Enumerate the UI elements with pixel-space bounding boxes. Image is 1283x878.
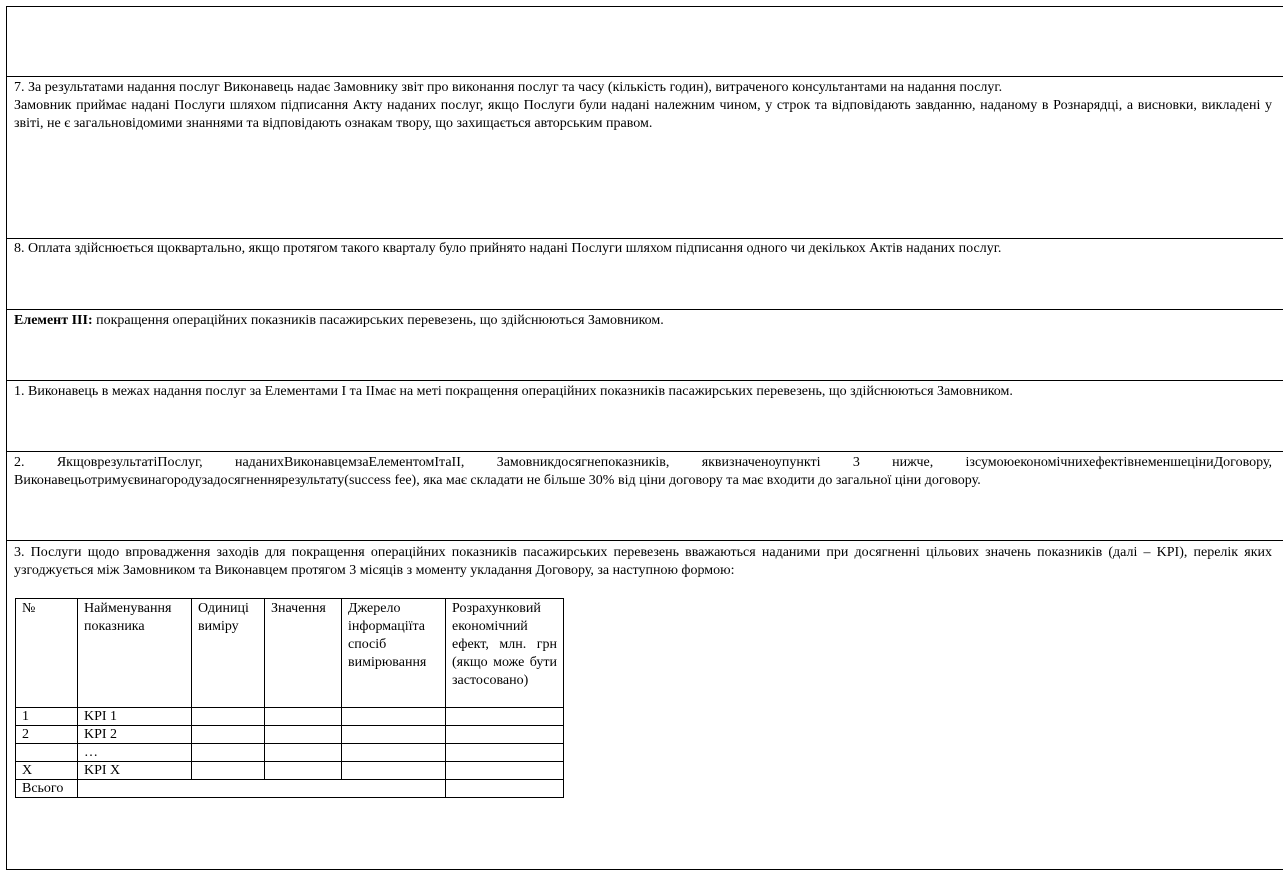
header-effect: Розрахунковий економічний ефект, млн. грн (якщо може бути застосовано) [446,599,564,708]
kpi-table [15,598,564,798]
item-1: 1. Виконавець в межах надання послуг за Елементами І та ІІмає на меті покращення операційних показників пасажирських перевезень, що здійснюються Замовником. [14,384,1013,399]
element-3-heading [14,312,1272,330]
item-2: 2. ЯкщоврезультатіПослуг, наданихВиконавцемзаЕлементомІтаІІ, Замовникдосягнепоказників, яквизначеноупункті 3 нижче, ізсумоюекономічнихефектівнеменшеціниДоговору, Виконавецьотримуєвинагородузадосягненнярезультату(success fee), яка має складати не більше 30% від ціни договору та має входити до загальної ціни договору. [14,455,1272,488]
total-label: Всього [16,780,78,798]
clause-7-line1: 7. За результатами надання послуг Виконавець надає Замовнику звіт про виконання послуг та часу (кількість годин), витраченого консультантами на надання послуг. [14,80,1003,95]
row-divider [6,380,1283,381]
element-3-description: покращення операційних показників пасажирських перевезень, що здійснюються Замовником. [92,313,664,328]
row-divider [6,238,1283,239]
table-row: 1 KPI 1 [16,708,564,726]
table-total-row [16,780,564,798]
item-3: 3. Послуги щодо впровадження заходів для покращення операційних показників пасажирських перевезень вважаються наданими при досягненні цільових значень показників (далі – KPI), перелік яких узгоджується між Замовником та Виконавцем протягом 3 місяців з моменту укладання Договору, за наступною формою: [14,545,1272,578]
row-divider [6,76,1283,77]
table-row: 2 KPI 2 [16,726,564,744]
clause-7-line2: Замовник приймає надані Послуги шляхом підписання Акту наданих послуг, якщо Послуги були надані належним чином, у строк та відповідають завданню, наданому в Рознарядці, а висновки, викладені у звіті, не є загальновідомими знаннями та відповідають ознакам твору, що захищається авторським правом. [14,98,1272,131]
clause-8: 8. Оплата здійснюється щоквартально, якщо протягом такого кварталу було прийнято надані Послуги шляхом підписання одного чи декількох Актів наданих послуг. [14,241,1002,256]
header-unit: Одиниці виміру [192,599,265,708]
row-divider [6,540,1283,541]
kpi-table-header [16,599,564,708]
table-row: … [16,744,564,762]
row-divider [6,451,1283,452]
clause-7 [14,79,1272,133]
header-value: Значення [265,599,342,708]
table-row: X KPI X [16,762,564,780]
element-3-label: Елемент ІІІ: [14,313,93,328]
header-source: Джерело інформаціїта спосіб вимірювання [342,599,446,708]
header-name: Найменування показника [78,599,192,708]
header-num: № [16,599,78,708]
row-divider [6,309,1283,310]
